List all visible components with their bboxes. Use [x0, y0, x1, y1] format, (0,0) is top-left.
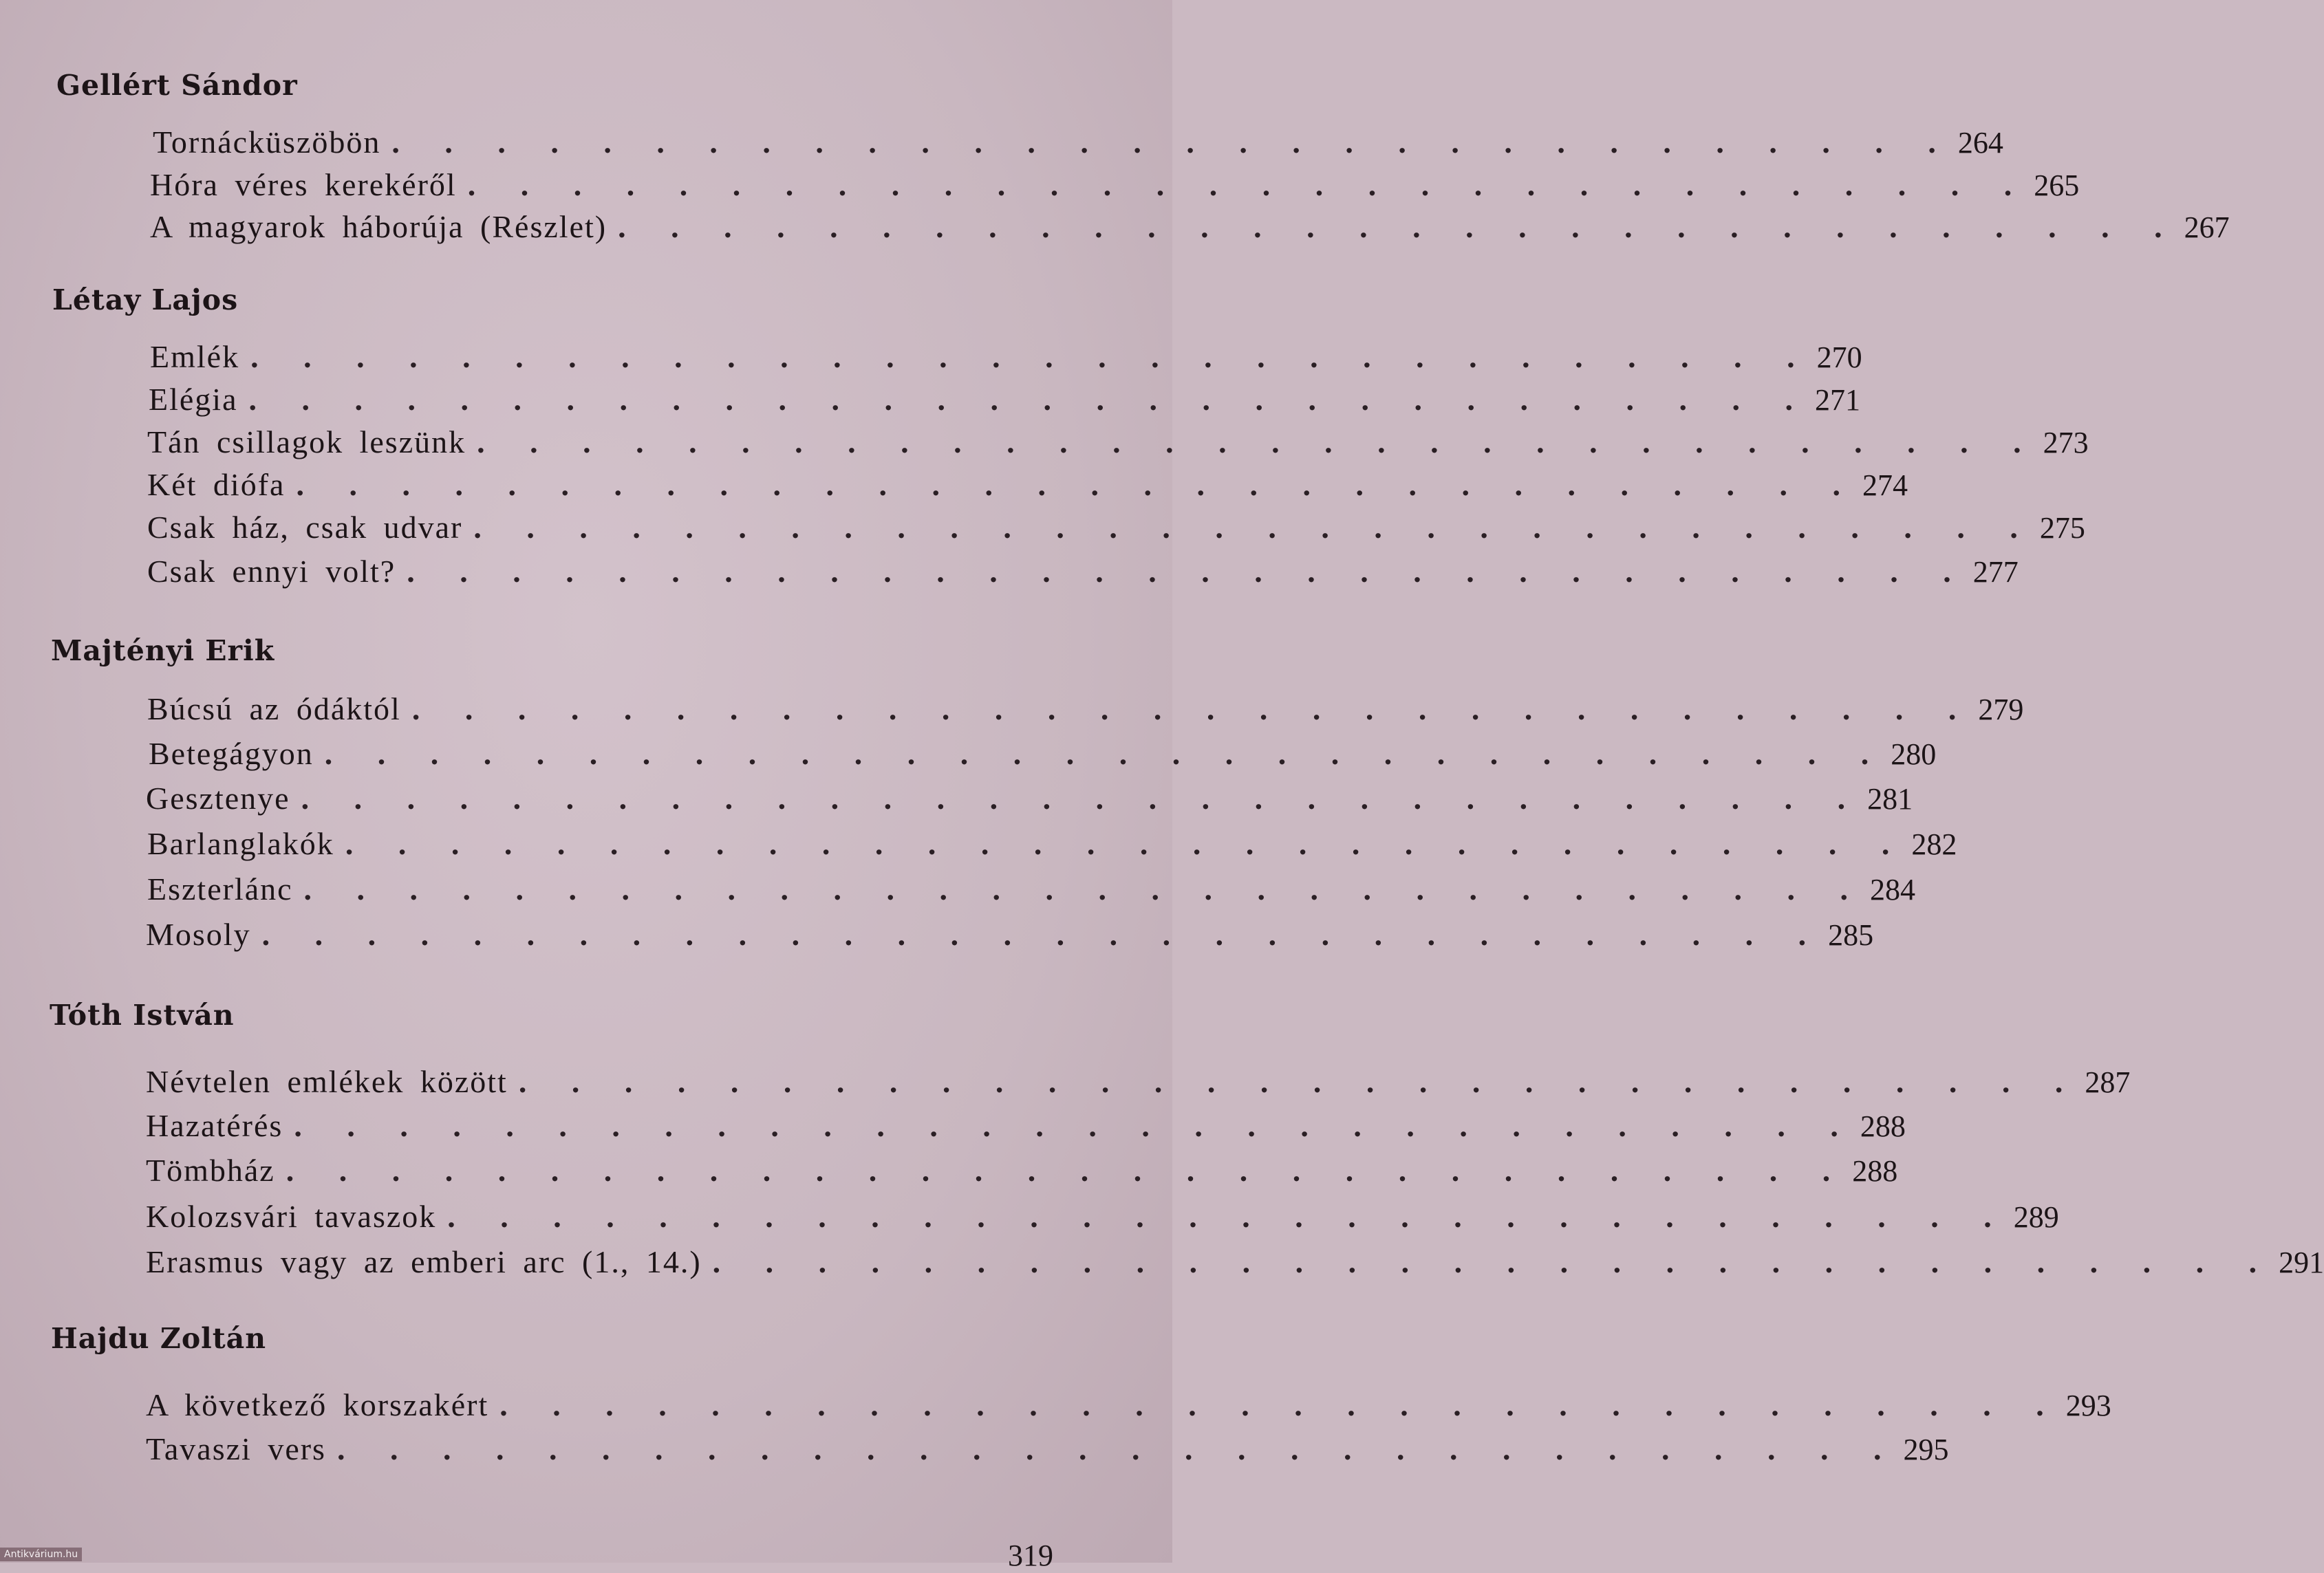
toc-entry [153, 124, 2003, 165]
dot-leader: . . . . . . . . . . . . . . . . . . . . . . . . . . . . . . [499, 1387, 2059, 1422]
toc-entry [146, 1063, 2131, 1105]
author-heading: Majtényi Erik [51, 634, 275, 667]
toc-entry [146, 1107, 1906, 1149]
entry-page-number: 277 [1972, 555, 2019, 589]
toc-entry [147, 871, 1916, 912]
entry-page-number: 279 [1978, 693, 2024, 726]
entry-page-number: 295 [1903, 1433, 1949, 1466]
toc-entry [146, 1152, 1898, 1193]
dot-leader: . . . . . . . . . . . . . . . . . . . . . . . . . . . . . . [286, 1153, 1846, 1188]
dot-leader: . . . . . . . . . . . . . . . . . . . . . . . . . . . . . . [411, 691, 1972, 726]
entry-title: Névtelen emlékek között [146, 1064, 508, 1099]
toc-entry [146, 1431, 1949, 1472]
toc-entry [146, 1244, 2324, 1285]
entry-page-number: 267 [2184, 210, 2230, 244]
dot-leader: . . . . . . . . . . . . . . . . . . . . . . . . . . . . . . [391, 124, 1951, 160]
dot-leader: . . . . . . . . . . . . . . . . . . . . . . . . . . . . . . [447, 1199, 2007, 1234]
toc-entry [149, 735, 1937, 777]
entry-page-number: 284 [1870, 873, 1916, 907]
toc-entry [147, 691, 2024, 732]
toc-entry [146, 1198, 2059, 1239]
entry-title: A magyarok háborúja (Részlet) [150, 209, 607, 244]
entry-title: Emlék [150, 339, 240, 374]
toc-entry [150, 208, 2230, 250]
dot-leader: . . . . . . . . . . . . . . . . . . . . . . . . . . . . . . [407, 554, 1966, 589]
toc-entry [149, 381, 1860, 422]
toc-entry [150, 166, 2080, 208]
entry-title: Hóra véres kerekéről [150, 167, 457, 202]
watermark-label: Antikvárium.hu [0, 1548, 82, 1561]
dot-leader: . . . . . . . . . . . . . . . . . . . . . . . . . . . . . . [324, 736, 1884, 771]
toc-entry [147, 424, 2089, 465]
dot-leader: . . . . . . . . . . . . . . . . . . . . . . . . . . . . . . [473, 510, 2033, 545]
entry-title: Tavaszi vers [146, 1431, 326, 1466]
entry-page-number: 280 [1891, 737, 1937, 771]
dot-leader: . . . . . . . . . . . . . . . . . . . . . . . . . . . . . . [296, 467, 1855, 502]
entry-page-number: 275 [2039, 511, 2085, 545]
entry-page-number: 282 [1911, 827, 1957, 861]
toc-entry [146, 780, 1913, 821]
dot-leader: . . . . . . . . . . . . . . . . . . . . . . . . . . . . . . [250, 339, 1810, 374]
entry-page-number: 273 [2043, 426, 2089, 459]
entry-title: Erasmus vagy az emberi arc (1., 14.) [146, 1244, 702, 1279]
author-heading: Gellért Sándor [56, 69, 298, 102]
toc-entry [150, 338, 1862, 380]
entry-title: Mosoly [146, 917, 251, 952]
toc-entry [147, 466, 1908, 508]
dot-leader: . . . . . . . . . . . . . . . . . . . . . . . . . . . . . . [294, 1108, 1853, 1143]
entry-title: Tornácküszöbön [153, 124, 381, 160]
toc-entry [147, 509, 2085, 550]
author-heading: Hajdu Zoltán [51, 1322, 267, 1355]
entry-page-number: 293 [2065, 1389, 2111, 1422]
toc-entry [147, 553, 2019, 594]
dot-leader: . . . . . . . . . . . . . . . . . . . . . . . . . . . . . . [467, 167, 2027, 202]
entry-page-number: 287 [2085, 1065, 2131, 1099]
entry-title: Betegágyon [149, 736, 314, 771]
entry-title: Elégia [149, 382, 238, 417]
entry-page-number: 271 [1815, 383, 1860, 417]
next-page-number-peek: 319 [1008, 1539, 1053, 1572]
entry-page-number: 289 [2013, 1200, 2059, 1234]
entry-page-number: 291 [2279, 1246, 2324, 1279]
entry-page-number: 285 [1828, 918, 1874, 952]
entry-title: Kolozsvári tavaszok [146, 1199, 437, 1234]
entry-title: Tömbház [146, 1153, 275, 1188]
entry-title: A következő korszakért [146, 1387, 489, 1422]
dot-leader: . . . . . . . . . . . . . . . . . . . . . . . . . . . . . . [712, 1244, 2272, 1279]
dot-leader: . . . . . . . . . . . . . . . . . . . . . . . . . . . . . . [477, 424, 2036, 459]
dot-leader: . . . . . . . . . . . . . . . . . . . . . . . . . . . . . . [261, 917, 1822, 952]
dot-leader: . . . . . . . . . . . . . . . . . . . . . . . . . . . . . . [518, 1064, 2078, 1099]
entry-title: Barlanglakók [147, 826, 334, 861]
entry-title: Hazatérés [146, 1108, 283, 1143]
entry-title: Tán csillagok leszünk [147, 424, 466, 459]
toc-entry [147, 825, 1957, 867]
dot-leader: . . . . . . . . . . . . . . . . . . . . . . . . . . . . . . [345, 826, 1905, 861]
entry-title: Csak ennyi volt? [147, 554, 396, 589]
entry-page-number: 265 [2034, 169, 2080, 202]
dot-leader: . . . . . . . . . . . . . . . . . . . . . . . . . . . . . . [301, 781, 1861, 816]
dot-leader: . . . . . . . . . . . . . . . . . . . . . . . . . . . . . . [336, 1431, 1897, 1466]
entry-page-number: 281 [1867, 782, 1913, 816]
entry-page-number: 288 [1860, 1109, 1906, 1143]
entry-page-number: 264 [1957, 126, 2003, 160]
dot-leader: . . . . . . . . . . . . . . . . . . . . . . . . . . . . . . [248, 382, 1808, 417]
entry-title: Két diófa [147, 467, 286, 502]
toc-entry [146, 916, 1874, 957]
dot-leader: . . . . . . . . . . . . . . . . . . . . . . . . . . . . . . [618, 209, 2177, 244]
entry-title: Eszterlánc [147, 871, 293, 907]
dot-leader: . . . . . . . . . . . . . . . . . . . . . . . . . . . . . . [303, 871, 1864, 907]
author-heading: Tóth István [50, 999, 235, 1032]
entry-page-number: 274 [1862, 468, 1908, 502]
entry-title: Csak ház, csak udvar [147, 510, 463, 545]
toc-entry [146, 1387, 2111, 1428]
author-heading: Létay Lajos [52, 283, 239, 316]
entry-page-number: 288 [1852, 1154, 1898, 1188]
entry-title: Gesztenye [146, 781, 290, 816]
entry-page-number: 270 [1816, 340, 1862, 374]
entry-title: Búcsú az ódáktól [147, 691, 401, 726]
